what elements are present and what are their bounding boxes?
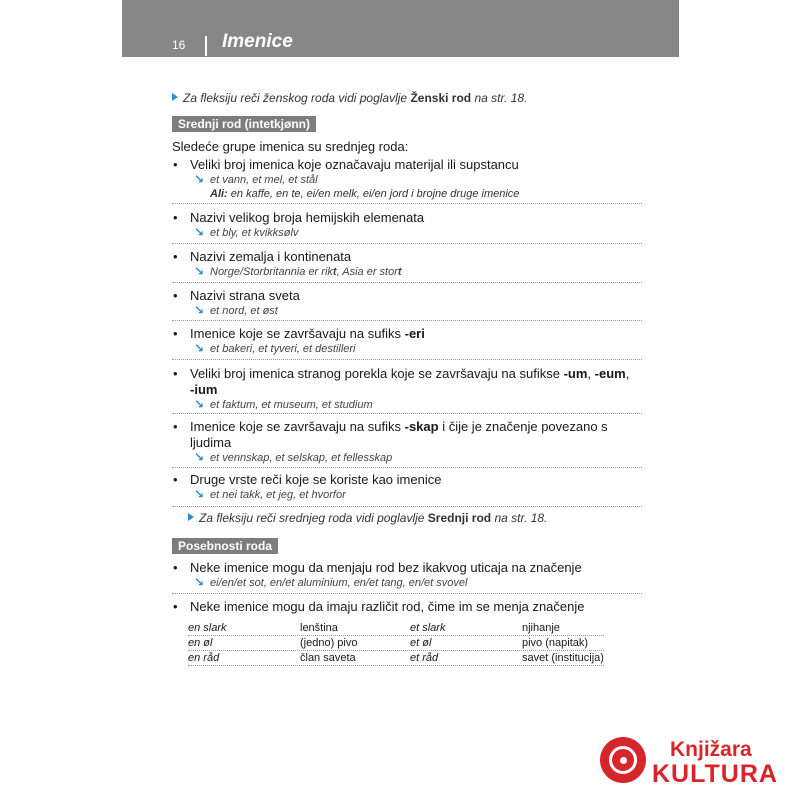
arrow-icon: ↘ <box>194 397 205 411</box>
table-row: en slark lenština et slark njihanje <box>188 621 604 636</box>
arrow-icon: ↘ <box>194 264 205 278</box>
list-item: • Nazivi velikog broja hemijskih elemenata ↘ et bly, et kvikksølv <box>172 210 642 244</box>
logo-mark-icon <box>600 737 646 783</box>
table-row: en øl (jedno) pivo et øl pivo (napitak) <box>188 636 604 651</box>
list-item: • Imenice koje se završavaju na sufiks -eri ↘ et bakeri, et tyveri, et destilleri <box>172 326 642 360</box>
list-item: • Neke imenice mogu da imaju različit rod, čime im se menja značenje <box>173 599 585 614</box>
arrow-icon: ↘ <box>194 575 205 589</box>
arrow-icon: ↘ <box>194 487 205 501</box>
header-divider <box>205 36 207 56</box>
arrow-icon: ↘ <box>194 341 205 355</box>
list-item: • Nazivi zemalja i kontinenata ↘ Norge/Storbritannia er rikt, Asia er stort <box>172 249 642 283</box>
triangle-bullet-icon <box>188 513 194 521</box>
page-title: Imenice <box>222 31 293 52</box>
arrow-icon: ↘ <box>194 303 205 317</box>
page-number: 16 <box>172 38 186 52</box>
triangle-bullet-icon <box>172 93 178 101</box>
section-label-peculiarities: Posebnosti roda <box>172 538 278 554</box>
section-label-neuter: Srednji rod (intetkjønn) <box>172 116 316 132</box>
list-item: • Veliki broj imenica koje označavaju materijal ili supstancu ↘ et vann, et mel, et stål Ali: en kaffe, en te, ei/en melk, ei/en jord i brojne druge imenice <box>172 157 642 204</box>
logo-text-line2: KULTURA <box>652 760 778 788</box>
gender-meaning-table <box>188 621 604 666</box>
arrow-icon: ↘ <box>194 225 205 239</box>
page-header <box>122 0 679 57</box>
list-item: • Neke imenice mogu da menjaju rod bez ikakvog uticaja na značenje ↘ ei/en/et sot, en/et aluminium, en/et tang, en/et svovel <box>172 560 642 594</box>
store-logo <box>598 735 798 795</box>
arrow-icon: ↘ <box>194 172 205 186</box>
table-row: en råd član saveta et råd savet (institucija) <box>188 652 604 664</box>
note-feminine: Za fleksiju reči ženskog roda vidi poglavlje Ženski rod na str. 18. <box>172 91 527 106</box>
list-item: • Nazivi strana sveta ↘ et nord, et øst <box>172 288 642 321</box>
note-neuter: Za fleksiju reči srednjeg roda vidi poglavlje Srednji rod na str. 18. <box>188 511 547 526</box>
arrow-icon: ↘ <box>194 450 205 464</box>
logo-text-line1: Knjižara <box>670 738 752 761</box>
list-item: • Veliki broj imenica stranog porekla koje se završavaju na sufikse -um, -eum, -ium ↘ et faktum, et museum, et studium <box>172 366 642 414</box>
section-intro: Sledeće grupe imenica su srednjeg roda: <box>172 139 409 154</box>
list-item: • Imenice koje se završavaju na sufiks -skap i čije je značenje povezano s ljudima ↘ et vennskap, et selskap, et fellesskap <box>172 419 642 468</box>
list-item: • Druge vrste reči koje se koriste kao imenice ↘ et nei takk, et jeg, et hvorfor <box>172 472 642 507</box>
book-page <box>122 0 679 800</box>
